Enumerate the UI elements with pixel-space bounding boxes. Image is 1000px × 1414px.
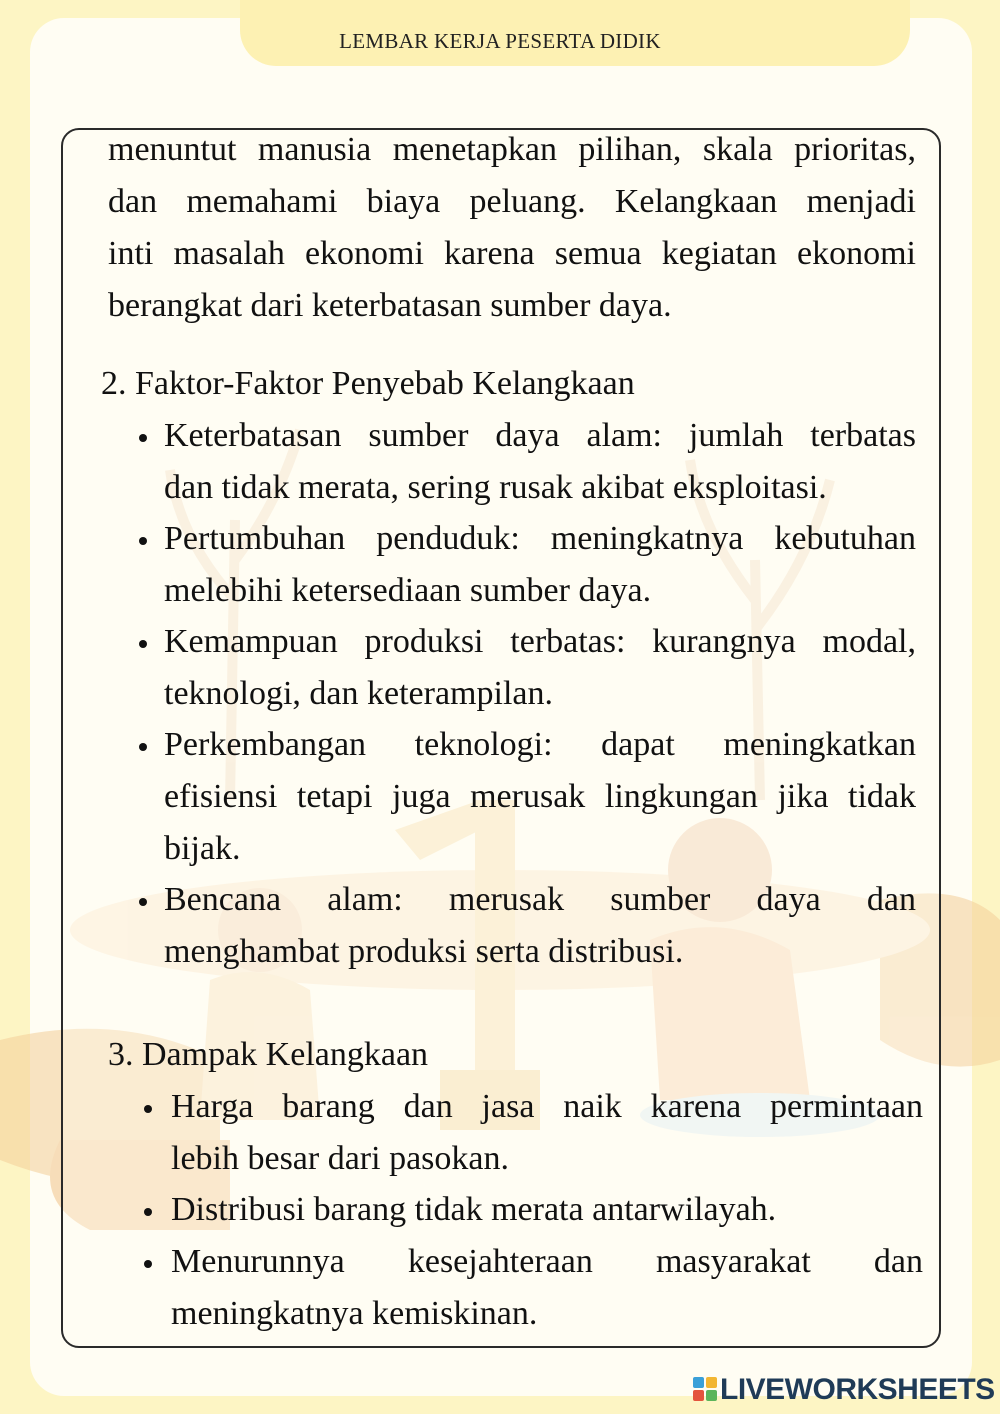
intro-line: dan memahami biaya peluang. Kelangkaan menjadi xyxy=(108,183,916,220)
list-item: Pertumbuhan penduduk: meningkatnya kebutuhan xyxy=(164,520,916,557)
list-item: efisiensi tetapi juga merusak lingkungan jika tidak xyxy=(164,778,916,815)
list-item: Distribusi barang tidak merata antarwilayah. xyxy=(171,1191,777,1228)
page-title: LEMBAR KERJA PESERTA DIDIK xyxy=(339,29,661,53)
liveworksheets-logo[interactable] xyxy=(692,1372,995,1408)
list-item: bijak. xyxy=(164,830,241,867)
list-item: Harga barang dan jasa naik karena permintaan xyxy=(171,1088,923,1125)
bullet-icon xyxy=(139,898,147,906)
list-item: Keterbatasan sumber daya alam: jumlah terbatas xyxy=(164,417,916,454)
intro-line: berangkat dari keterbatasan sumber daya. xyxy=(108,287,672,324)
list-item: Perkembangan teknologi: dapat meningkatkan xyxy=(164,726,916,763)
list-item: melebihi ketersediaan sumber daya. xyxy=(164,572,652,609)
intro-line: menuntut manusia menetapkan pilihan, skala prioritas, xyxy=(108,131,916,168)
intro-line: inti masalah ekonomi karena semua kegiatan ekonomi xyxy=(108,235,916,272)
list-item: teknologi, dan keterampilan. xyxy=(164,675,553,712)
bullet-icon xyxy=(139,537,147,545)
list-item: Kemampuan produksi terbatas: kurangnya modal, xyxy=(164,623,916,660)
bullet-icon xyxy=(144,1208,152,1216)
list-item: menghambat produksi serta distribusi. xyxy=(164,933,684,970)
bullet-icon xyxy=(139,743,147,751)
list-item: dan tidak merata, sering rusak akibat eksploitasi. xyxy=(164,469,827,506)
list-item: Bencana alam: merusak sumber daya dan xyxy=(164,881,916,918)
section-heading: 3. Dampak Kelangkaan xyxy=(108,1036,429,1073)
bullet-icon xyxy=(144,1260,152,1268)
logo-text: LIVEWORKSHEETS xyxy=(720,1373,995,1406)
bullet-icon xyxy=(144,1105,152,1113)
list-item: lebih besar dari pasokan. xyxy=(171,1140,509,1177)
list-item: Menurunnya kesejahteraan masyarakat dan xyxy=(171,1243,923,1280)
bullet-icon xyxy=(139,434,147,442)
liveworksheets-icon xyxy=(692,1376,718,1402)
section-heading: 2. Faktor-Faktor Penyebab Kelangkaan xyxy=(101,365,635,402)
bullet-icon xyxy=(139,640,147,648)
list-item: meningkatnya kemiskinan. xyxy=(171,1295,538,1332)
